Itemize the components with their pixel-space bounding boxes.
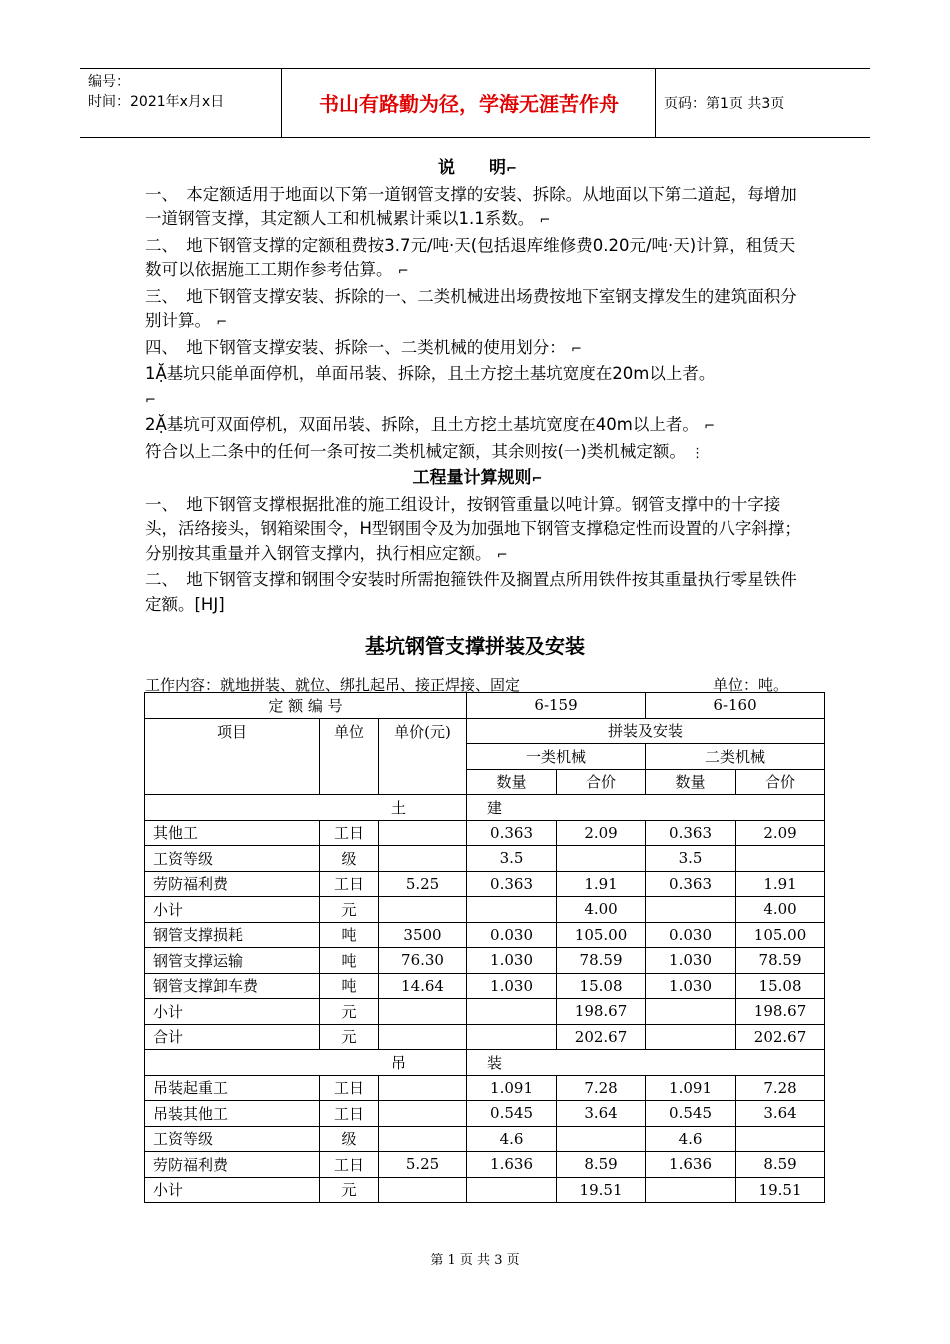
cell-qty-1: 1.636 [467,1152,557,1178]
cell-sum-1: 19.51 [557,1177,646,1203]
cell-unit: 工日 [320,871,379,897]
cell-unit: 工日 [320,1075,379,1101]
note-paragraph: 三、 地下钢管支撑安装、拆除的一、二类机械进出场费按地下室钢支撑发生的建筑面积分别计算。 ⌐ [145,286,797,330]
code-6-159: 6-159 [467,693,646,719]
cell-qty-2: 1.030 [646,973,736,999]
cell-unit: 元 [320,999,379,1025]
document-date: 时间：2021年x月x日 [88,94,225,110]
cell-item: 工资等级 [145,1126,320,1152]
section-1-rows [145,820,825,1050]
table-row [145,1024,825,1050]
cell-qty-1: 3.5 [467,846,557,872]
cell-sum-2: 19.51 [736,1177,825,1203]
cell-price: 5.25 [379,1152,467,1178]
col-header-qty: 数量 [646,769,736,795]
cell-sum-2 [736,846,825,872]
cell-unit: 工日 [320,820,379,846]
cell-unit: 吨 [320,973,379,999]
notes-section [145,156,810,617]
col-header-group: 拼装及安装 [467,718,825,744]
quota-table [144,692,825,1203]
table-row [145,718,825,744]
unit-note: 单位：吨。 [713,676,789,694]
code-label: 定 额 编 号 [145,693,467,719]
cell-qty-1: 0.030 [467,922,557,948]
cell-qty-1: 0.363 [467,871,557,897]
cell-price [379,1101,467,1127]
note-paragraph: 一、 本定额适用于地面以下第一道钢管支撑的安装、拆除。从地面以下第二道起，每增加一道钢管支撑，其定额人工和机械累计乘以1.1系数。 ⌐ [145,184,797,228]
cell-sum-2: 2.09 [736,820,825,846]
cell-item: 其他工 [145,820,320,846]
table-row [145,1126,825,1152]
cell-unit: 级 [320,1126,379,1152]
cell-item: 吊装其他工 [145,1101,320,1127]
section-row [145,1050,825,1076]
table-row [145,948,825,974]
table-row [145,693,825,719]
cell-item: 劳防福利费 [145,871,320,897]
cell-sum-1: 4.00 [557,897,646,923]
cell-unit: 元 [320,1024,379,1050]
cell-qty-2 [646,1024,736,1050]
cell-qty-2: 1.636 [646,1152,736,1178]
cell-price: 14.64 [379,973,467,999]
cell-sum-2: 105.00 [736,922,825,948]
cell-item: 劳防福利费 [145,1152,320,1178]
cell-sum-2 [736,1126,825,1152]
section-label: 土 [145,795,467,821]
cell-qty-2 [646,897,736,923]
cell-price [379,1024,467,1050]
cell-qty-2: 0.363 [646,871,736,897]
col-header-price: 单价(元) [379,718,467,795]
cell-sum-1: 198.67 [557,999,646,1025]
note-paragraph: 1Ặ基坑只能单面停机，单面吊装、拆除，且土方挖土基坑宽度在20m以上者。 ⌐ [145,364,716,408]
cell-sum-1: 78.59 [557,948,646,974]
section-label: 建 [467,795,825,821]
table-row [145,820,825,846]
cell-qty-1: 0.545 [467,1101,557,1127]
col-header-machine-2: 二类机械 [646,744,825,770]
cell-sum-1: 1.91 [557,871,646,897]
cell-qty-2: 0.545 [646,1101,736,1127]
table-row [145,897,825,923]
notes-title: 说 明⌐ [438,158,517,178]
cell-sum-1: 7.28 [557,1075,646,1101]
cell-sum-2: 7.28 [736,1075,825,1101]
cell-unit: 工日 [320,1101,379,1127]
cell-item: 小计 [145,999,320,1025]
cell-qty-2 [646,1177,736,1203]
note-paragraph: 符合以上二条中的任何一条可按二类机械定额，其余则按(一)类机械定额。 ⋮ [145,441,705,461]
cell-sum-1: 105.00 [557,922,646,948]
cell-item: 钢管支撑卸车费 [145,973,320,999]
cell-qty-2: 3.5 [646,846,736,872]
header-page-info: 页码：第1页 共3页 [664,96,785,112]
table-row [145,871,825,897]
cell-unit: 级 [320,846,379,872]
cell-qty-1 [467,999,557,1025]
cell-sum-2: 198.67 [736,999,825,1025]
cell-sum-1: 8.59 [557,1152,646,1178]
col-header-unit: 单位 [320,718,379,795]
cell-sum-2: 8.59 [736,1152,825,1178]
cell-price: 3500 [379,922,467,948]
cell-sum-2: 4.00 [736,897,825,923]
rule-paragraph: 二、 地下钢管支撑和钢围令安装时所需抱箍铁件及搁置点所用铁件按其重量执行零星铁件定额。[HJ] [145,570,797,614]
cell-sum-1: 15.08 [557,973,646,999]
cell-qty-1: 1.030 [467,948,557,974]
cell-qty-2: 0.363 [646,820,736,846]
cell-qty-1 [467,897,557,923]
cell-sum-1: 202.67 [557,1024,646,1050]
code-6-160: 6-160 [646,693,825,719]
note-paragraph: 二、 地下钢管支撑的定额租费按3.7元/吨·天(包括退库维修费0.20元/吨·天)计算，租赁天数可以依据施工工期作参考估算。 ⌐ [145,235,796,279]
table-row [145,1075,825,1101]
col-header-item: 项目 [145,718,320,795]
cell-unit: 吨 [320,948,379,974]
table-row [145,1177,825,1203]
page-footer: 第 1 页 共 3 页 [430,1253,520,1268]
table-row [145,922,825,948]
section-label: 装 [467,1050,825,1076]
cell-sum-2: 1.91 [736,871,825,897]
section-label: 吊 [145,1050,467,1076]
note-paragraph: 四、 地下钢管支撑安装、拆除一、二类机械的使用划分： ⌐ [145,337,582,357]
table-row [145,846,825,872]
cell-item: 工资等级 [145,846,320,872]
cell-item: 吊装起重工 [145,1075,320,1101]
cell-unit: 工日 [320,1152,379,1178]
cell-item: 钢管支撑运输 [145,948,320,974]
cell-price [379,820,467,846]
note-paragraph: 2Ặ基坑可双面停机，双面吊装、拆除，且土方挖土基坑宽度在40m以上者。 ⌐ [145,415,716,434]
table-row [145,973,825,999]
section-2-rows [145,1075,825,1203]
cell-price [379,1177,467,1203]
cell-sum-2: 3.64 [736,1101,825,1127]
cell-price [379,897,467,923]
col-header-sum: 合价 [557,769,646,795]
header-meta [80,69,282,137]
cell-item: 小计 [145,1177,320,1203]
rule-paragraph: 一、 地下钢管支撑根据批准的施工组设计，按钢管重量以吨计算。钢管支撑中的十字接头，活络接头，钢箱梁围令，H型钢围令及为加强地下钢管支撑稳定性而设置的八字斜撑；分别按其重量并入钢管支撑内，执行相应定额。 ⌐ [145,494,801,563]
cell-price [379,1075,467,1101]
header-motto: 书山有路勤为径，学海无涯苦作舟 [283,69,656,137]
cell-price: 5.25 [379,871,467,897]
cell-item: 合计 [145,1024,320,1050]
table-title: 基坑钢管支撑拼装及安装 [365,634,585,658]
table-row [145,999,825,1025]
work-content: 工作内容：就地拼装、就位、绑扎起吊、接正焊接、固定 [145,676,521,694]
cell-price [379,1126,467,1152]
cell-qty-1 [467,1024,557,1050]
col-header-qty: 数量 [467,769,557,795]
cell-item: 钢管支撑损耗 [145,922,320,948]
cell-sum-1: 3.64 [557,1101,646,1127]
col-header-machine-1: 一类机械 [467,744,646,770]
cell-qty-1: 0.363 [467,820,557,846]
cell-sum-2: 202.67 [736,1024,825,1050]
cell-unit: 元 [320,1177,379,1203]
cell-qty-2: 1.091 [646,1075,736,1101]
cell-unit: 元 [320,897,379,923]
cell-price: 76.30 [379,948,467,974]
rules-title: 工程量计算规则⌐ [412,468,543,488]
cell-sum-2: 15.08 [736,973,825,999]
cell-qty-1: 1.091 [467,1075,557,1101]
document-number: 编号： [88,74,130,90]
section-row [145,795,825,821]
page-header [80,68,870,138]
cell-qty-2: 4.6 [646,1126,736,1152]
col-header-sum: 合价 [736,769,825,795]
cell-sum-1: 2.09 [557,820,646,846]
cell-sum-2: 78.59 [736,948,825,974]
cell-sum-1 [557,1126,646,1152]
table-row [145,1101,825,1127]
table-row [145,1152,825,1178]
cell-item: 小计 [145,897,320,923]
cell-qty-1: 4.6 [467,1126,557,1152]
cell-unit: 吨 [320,922,379,948]
cell-price [379,999,467,1025]
cell-qty-1 [467,1177,557,1203]
cell-price [379,846,467,872]
cell-qty-2: 1.030 [646,948,736,974]
cell-qty-2 [646,999,736,1025]
cell-qty-2: 0.030 [646,922,736,948]
cell-qty-1: 1.030 [467,973,557,999]
cell-sum-1 [557,846,646,872]
